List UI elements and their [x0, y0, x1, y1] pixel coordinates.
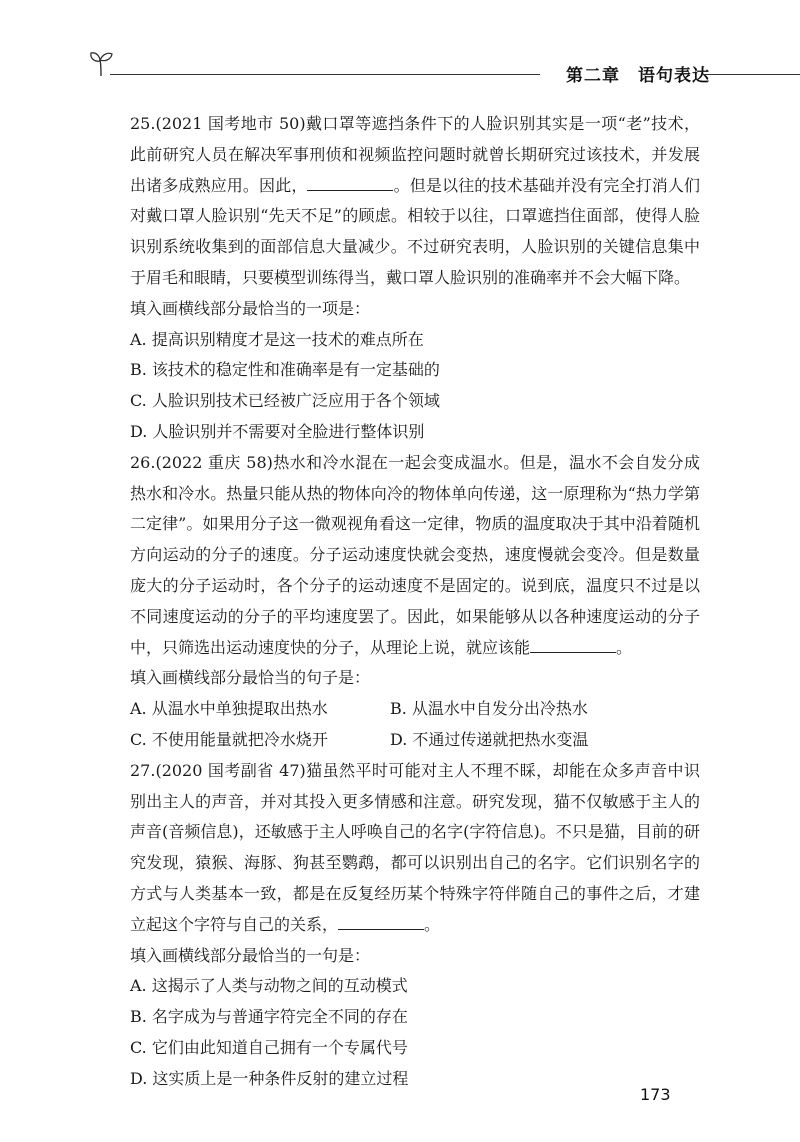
question-text: (2021 国考地市 50)戴口罩等遮挡条件下的人脸识别其实是一项“老”技术，此前研究人员在解决军事刑侦和视频监控问题时就曾长期研究过该技术，并发展出诸多成熟应用。因此，: [130, 114, 700, 195]
page-content: [130, 109, 700, 1095]
option-a: A. 从温水中单独提取出热水: [130, 699, 328, 719]
question-25: [130, 109, 700, 294]
question-number: 26.: [130, 452, 156, 472]
question-prompt: 填入画横线部分最恰当的一句是：: [130, 945, 371, 965]
option-c: C. 人脸识别技术已经被广泛应用于各个领域: [130, 391, 440, 411]
options-row-2: [130, 725, 700, 756]
option-c: C. 它们由此知道自己拥有一个专属代号: [130, 1037, 408, 1057]
question-text-continued: 。: [424, 914, 441, 934]
option-b: B. 名字成为与普通字符完全不同的存在: [130, 1007, 408, 1027]
options-row-1: [130, 694, 700, 725]
answer-blank: [530, 638, 616, 653]
page-number: 173: [640, 1085, 671, 1104]
question-26: [130, 448, 700, 664]
question-text: (2022 重庆 58)热水和冷水混在一起会变成温水。但是，温水不会自发分成热水和冷水。热量只能从热的物体向冷的物体单向传递，这一原理称为“热力学第二定律”。如果用分子这一微观视角看这一定律，物质的温度取决于其中沿着随机方向运动的分子的速度。分子运动速度快就会变热，速度慢就会变冷。但是数量庞大的分子运动时，各个分子的运动速度不是固定的。说到底，温度只不过是以不同速度运动的分子的平均速度罢了。因此，如果能够从以各种速度运动的分子中，只筛选出运动速度快的分子，从理论上说，就应该能: [130, 452, 700, 657]
header-rule-right: [702, 74, 800, 75]
running-header: [88, 54, 800, 94]
header-rule-left: [110, 74, 540, 75]
answer-blank: [307, 176, 393, 191]
option-a: A. 这揭示了人类与动物之间的互动模式: [130, 976, 408, 996]
option-d: D. 人脸识别并不需要对全脸进行整体识别: [130, 421, 425, 441]
question-prompt: 填入画横线部分最恰当的一项是：: [130, 298, 371, 318]
question-number: 25.: [130, 114, 156, 133]
question-text: (2020 国考副省 47)猫虽然平时可能对主人不理不睬，却能在众多声音中识别出主人的声音，并对其投入更多情感和注意。研究发现，猫不仅敏感于主人的声音(音频信息)，还敏感于主人呼唤自己的名字(字符信息)。不只是猫，目前的研究发现，猿猴、海豚、狗甚至鹦鹉，都可以识别出自己的名字。它们识别名字的方式与人类基本一致，都是在反复经历某个特殊字符伴随自己的事件之后，才建立起这个字符与自己的关系，: [130, 760, 700, 934]
option-a: A. 提高识别精度才是这一技术的难点所在: [130, 329, 424, 349]
option-d: D. 不通过传递就把热水变温: [390, 729, 589, 749]
chapter-title: 第二章 语句表达: [566, 66, 710, 86]
option-d: D. 这实质上是一种条件反射的建立过程: [130, 1068, 409, 1088]
option-c: C. 不使用能量就把冷水烧开: [130, 729, 328, 749]
option-b: B. 该技术的稳定性和准确率是有一定基础的: [130, 360, 440, 380]
question-text-continued: 。但是以往的技术基础并没有完全打消人们对戴口罩人脸识别“先天不足”的顾虑。相较于以往，口罩遮挡住面部，使得人脸识别系统收集到的面部信息大量减少。不过研究表明，人脸识别的关键信息集中于眉毛和眼睛，只要模型训练得当，戴口罩人脸识别的准确率并不会大幅下降。: [130, 175, 700, 287]
option-b: B. 从温水中自发分出冷热水: [390, 699, 588, 719]
question-text-continued: 。: [616, 637, 633, 657]
question-number: 27.: [130, 760, 156, 780]
question-prompt: 填入画横线部分最恰当的句子是：: [130, 668, 371, 688]
question-27: [130, 756, 700, 941]
answer-blank: [338, 915, 424, 930]
